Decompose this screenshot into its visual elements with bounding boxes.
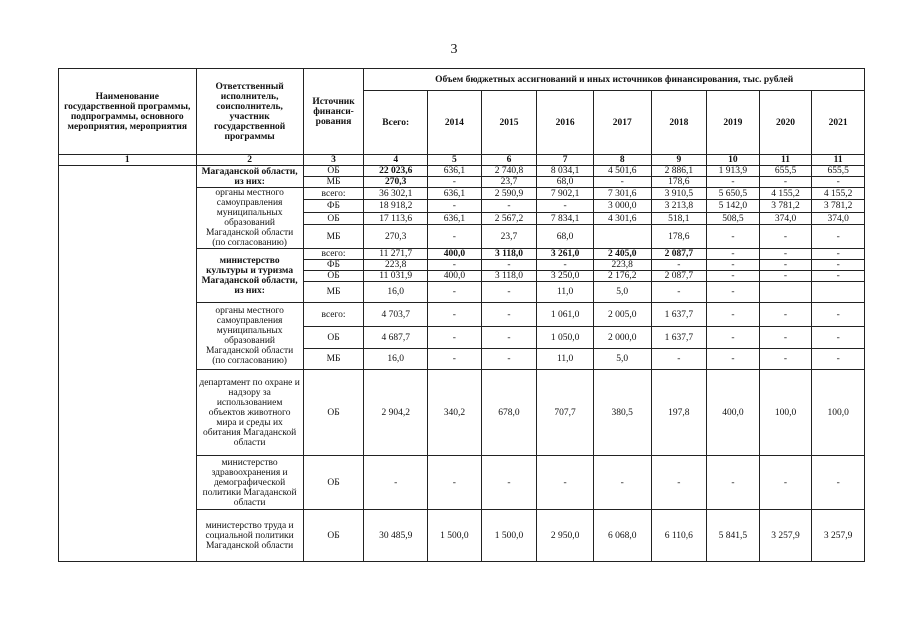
value-year: - bbox=[537, 200, 594, 212]
header-year: 2018 bbox=[651, 91, 707, 155]
executor-name: министерство культуры и туризма Магаданской области, из них: bbox=[196, 249, 303, 303]
value-year: - bbox=[428, 225, 482, 249]
column-number: 9 bbox=[651, 155, 707, 166]
funding-source: ОБ bbox=[303, 456, 364, 510]
executor-name: министерство труда и социальной политики Магаданской области bbox=[196, 510, 303, 562]
value-year: - bbox=[812, 349, 865, 370]
header-year: 2016 bbox=[537, 91, 594, 155]
value-year: 1 913,9 bbox=[707, 166, 760, 177]
funding-source: всего: bbox=[303, 188, 364, 200]
header-year: 2017 bbox=[593, 91, 651, 155]
funding-source: ФБ bbox=[303, 260, 364, 271]
funding-source: всего: bbox=[303, 249, 364, 260]
value-year: - bbox=[707, 456, 760, 510]
value-year: - bbox=[481, 282, 537, 303]
value-year: - bbox=[812, 327, 865, 349]
value-year: - bbox=[707, 177, 760, 188]
value-year: 1 500,0 bbox=[428, 510, 482, 562]
column-number: 5 bbox=[428, 155, 482, 166]
value-year: 23,7 bbox=[481, 225, 537, 249]
value-year: - bbox=[428, 260, 482, 271]
value-total: 18 918,2 bbox=[364, 200, 428, 212]
value-year: - bbox=[812, 260, 865, 271]
value-year: 636,1 bbox=[428, 212, 482, 224]
value-year: 636,1 bbox=[428, 188, 482, 200]
value-year: - bbox=[812, 225, 865, 249]
value-year: 508,5 bbox=[707, 212, 760, 224]
value-year: 3 257,9 bbox=[812, 510, 865, 562]
value-year: 3 000,0 bbox=[593, 200, 651, 212]
value-year: 4 501,6 bbox=[593, 166, 651, 177]
value-year: 380,5 bbox=[593, 370, 651, 456]
value-total: 270,3 bbox=[364, 225, 428, 249]
column-number: 11 bbox=[812, 155, 865, 166]
value-year: - bbox=[428, 200, 482, 212]
value-total: 36 302,1 bbox=[364, 188, 428, 200]
value-year: - bbox=[481, 327, 537, 349]
value-year: - bbox=[759, 456, 812, 510]
value-year: - bbox=[537, 456, 594, 510]
value-year: - bbox=[651, 282, 707, 303]
value-total: 30 485,9 bbox=[364, 510, 428, 562]
funding-source: МБ bbox=[303, 177, 364, 188]
value-year: 2 176,2 bbox=[593, 271, 651, 282]
header-funding-source: Источник финанси-рования bbox=[303, 69, 364, 155]
value-year: - bbox=[428, 282, 482, 303]
value-year: 11,0 bbox=[537, 282, 594, 303]
value-year: 3 781,2 bbox=[759, 200, 812, 212]
value-year: 1 050,0 bbox=[537, 327, 594, 349]
value-total: 223,8 bbox=[364, 260, 428, 271]
value-year: - bbox=[759, 177, 812, 188]
value-year: 2 005,0 bbox=[593, 303, 651, 327]
column-number: 7 bbox=[537, 155, 594, 166]
funding-source: ОБ bbox=[303, 166, 364, 177]
value-year: 2 590,9 bbox=[481, 188, 537, 200]
value-year: - bbox=[428, 456, 482, 510]
column-number: 2 bbox=[196, 155, 303, 166]
column-number: 6 bbox=[481, 155, 537, 166]
value-year: - bbox=[707, 303, 760, 327]
value-year: 4 301,6 bbox=[593, 212, 651, 224]
value-year: - bbox=[593, 177, 651, 188]
funding-source: МБ bbox=[303, 225, 364, 249]
value-year: - bbox=[481, 303, 537, 327]
value-year: 2 567,2 bbox=[481, 212, 537, 224]
value-year: 2 087,7 bbox=[651, 249, 707, 260]
value-year: 1 637,7 bbox=[651, 327, 707, 349]
value-year: 1 500,0 bbox=[481, 510, 537, 562]
value-year: 400,0 bbox=[428, 249, 482, 260]
funding-source: ОБ bbox=[303, 327, 364, 349]
value-year: 678,0 bbox=[481, 370, 537, 456]
value-year: 3 250,0 bbox=[537, 271, 594, 282]
value-year: 68,0 bbox=[537, 177, 594, 188]
value-year: 7 301,6 bbox=[593, 188, 651, 200]
funding-source: всего: bbox=[303, 303, 364, 327]
value-year: - bbox=[707, 327, 760, 349]
value-year: 3 257,9 bbox=[759, 510, 812, 562]
value-year: 8 034,1 bbox=[537, 166, 594, 177]
value-year: 5 142,0 bbox=[707, 200, 760, 212]
value-year: 5,0 bbox=[593, 349, 651, 370]
value-year: 197,8 bbox=[651, 370, 707, 456]
column-number: 1 bbox=[59, 155, 197, 166]
value-year: - bbox=[428, 327, 482, 349]
page-number: 3 bbox=[450, 42, 458, 57]
header-year: 2014 bbox=[428, 91, 482, 155]
value-total: 4 687,7 bbox=[364, 327, 428, 349]
value-year: 374,0 bbox=[759, 212, 812, 224]
column-number: 11 bbox=[759, 155, 812, 166]
value-year: - bbox=[707, 225, 760, 249]
value-year: 100,0 bbox=[812, 370, 865, 456]
value-year: 6 068,0 bbox=[593, 510, 651, 562]
funding-source: ОБ bbox=[303, 212, 364, 224]
value-year: - bbox=[812, 271, 865, 282]
value-year: 2 886,1 bbox=[651, 166, 707, 177]
value-total: 22 023,6 bbox=[364, 166, 428, 177]
value-year: - bbox=[593, 456, 651, 510]
value-year: - bbox=[481, 456, 537, 510]
executor-name: Магаданской области, из них: bbox=[196, 166, 303, 188]
funding-source: ФБ bbox=[303, 200, 364, 212]
value-year: - bbox=[812, 303, 865, 327]
value-year: - bbox=[812, 177, 865, 188]
funding-source: МБ bbox=[303, 282, 364, 303]
column-number: 4 bbox=[364, 155, 428, 166]
program-name-cell bbox=[59, 166, 197, 562]
table-row bbox=[59, 166, 865, 177]
value-year: - bbox=[651, 260, 707, 271]
value-year: - bbox=[651, 456, 707, 510]
value-year: - bbox=[812, 456, 865, 510]
value-year: 178,6 bbox=[651, 177, 707, 188]
value-total: 2 904,2 bbox=[364, 370, 428, 456]
value-year: 2 087,7 bbox=[651, 271, 707, 282]
value-year: 178,6 bbox=[651, 225, 707, 249]
value-year bbox=[593, 225, 651, 249]
funding-source: ОБ bbox=[303, 370, 364, 456]
value-year: - bbox=[707, 282, 760, 303]
value-year: - bbox=[707, 260, 760, 271]
value-total: 16,0 bbox=[364, 349, 428, 370]
value-total: 11 271,7 bbox=[364, 249, 428, 260]
value-year: 4 155,2 bbox=[759, 188, 812, 200]
column-number: 8 bbox=[593, 155, 651, 166]
value-year: 655,5 bbox=[759, 166, 812, 177]
value-year: - bbox=[481, 200, 537, 212]
funding-source: ОБ bbox=[303, 271, 364, 282]
value-year: - bbox=[481, 349, 537, 370]
value-year: 1 637,7 bbox=[651, 303, 707, 327]
value-year: - bbox=[759, 225, 812, 249]
value-total: 4 703,7 bbox=[364, 303, 428, 327]
value-year: - bbox=[707, 249, 760, 260]
value-year: 3 261,0 bbox=[537, 249, 594, 260]
value-year: 2 950,0 bbox=[537, 510, 594, 562]
value-year: - bbox=[481, 260, 537, 271]
value-total: - bbox=[364, 456, 428, 510]
value-year: 3 118,0 bbox=[481, 249, 537, 260]
value-year: 7 902,1 bbox=[537, 188, 594, 200]
value-year: 655,5 bbox=[812, 166, 865, 177]
value-year bbox=[812, 282, 865, 303]
header-budget-group: Объем бюджетных ассигнований и иных источников финансирования, тыс. рублей bbox=[364, 69, 865, 91]
funding-source: ОБ bbox=[303, 510, 364, 562]
executor-name: органы местного самоуправления муниципальных образований Магаданской области (по согласованию) bbox=[196, 188, 303, 249]
value-year: 5 650,5 bbox=[707, 188, 760, 200]
executor-name: министерство здравоохранения и демографической политики Магаданской области bbox=[196, 456, 303, 510]
value-year: - bbox=[759, 303, 812, 327]
value-year: 5,0 bbox=[593, 282, 651, 303]
value-year: - bbox=[759, 249, 812, 260]
column-number: 3 bbox=[303, 155, 364, 166]
value-year: 2 405,0 bbox=[593, 249, 651, 260]
value-year: - bbox=[651, 349, 707, 370]
value-year: - bbox=[759, 327, 812, 349]
value-year: 707,7 bbox=[537, 370, 594, 456]
value-year: 100,0 bbox=[759, 370, 812, 456]
value-year: - bbox=[428, 349, 482, 370]
value-year: 3 781,2 bbox=[812, 200, 865, 212]
value-year: 11,0 bbox=[537, 349, 594, 370]
header-program-name: Наименование государственной программы, подпрограммы, основного мероприятия, мероприятия bbox=[59, 69, 197, 155]
value-year bbox=[759, 282, 812, 303]
value-total: 17 113,6 bbox=[364, 212, 428, 224]
value-year: 518,1 bbox=[651, 212, 707, 224]
value-year: 68,0 bbox=[537, 225, 594, 249]
value-year: - bbox=[707, 271, 760, 282]
budget-table bbox=[58, 68, 865, 562]
value-year: 5 841,5 bbox=[707, 510, 760, 562]
value-year: - bbox=[812, 249, 865, 260]
value-year: 340,2 bbox=[428, 370, 482, 456]
value-year: - bbox=[707, 349, 760, 370]
value-year: 3 213,8 bbox=[651, 200, 707, 212]
value-year: 2 740,8 bbox=[481, 166, 537, 177]
header-year: 2019 bbox=[707, 91, 760, 155]
header-year: 2020 bbox=[759, 91, 812, 155]
value-year: 2 000,0 bbox=[593, 327, 651, 349]
executor-name: департамент по охране и надзору за использованием объектов животного мира и среды их обитания Магаданской области bbox=[196, 370, 303, 456]
value-year: 3 910,5 bbox=[651, 188, 707, 200]
value-year: 400,0 bbox=[707, 370, 760, 456]
value-year: 1 061,0 bbox=[537, 303, 594, 327]
header-year: Всего: bbox=[364, 91, 428, 155]
executor-name: органы местного самоуправления муниципальных образований Магаданской области (по согласованию) bbox=[196, 303, 303, 370]
value-year: - bbox=[759, 271, 812, 282]
value-year: 3 118,0 bbox=[481, 271, 537, 282]
value-year: - bbox=[428, 177, 482, 188]
value-total: 270,3 bbox=[364, 177, 428, 188]
value-year: 23,7 bbox=[481, 177, 537, 188]
value-year: - bbox=[759, 349, 812, 370]
value-total: 16,0 bbox=[364, 282, 428, 303]
funding-source: МБ bbox=[303, 349, 364, 370]
value-year: 4 155,2 bbox=[812, 188, 865, 200]
value-year: - bbox=[759, 260, 812, 271]
value-year: 400,0 bbox=[428, 271, 482, 282]
value-year: 223,8 bbox=[593, 260, 651, 271]
value-year: 7 834,1 bbox=[537, 212, 594, 224]
header-year: 2021 bbox=[812, 91, 865, 155]
header-year: 2015 bbox=[481, 91, 537, 155]
value-year: 6 110,6 bbox=[651, 510, 707, 562]
column-number: 10 bbox=[707, 155, 760, 166]
value-year: - bbox=[537, 260, 594, 271]
value-year: - bbox=[428, 303, 482, 327]
value-total: 11 031,9 bbox=[364, 271, 428, 282]
header-executor: Ответственный исполнитель, соисполнитель, участник государственной программы bbox=[196, 69, 303, 155]
value-year: 374,0 bbox=[812, 212, 865, 224]
value-year: 636,1 bbox=[428, 166, 482, 177]
